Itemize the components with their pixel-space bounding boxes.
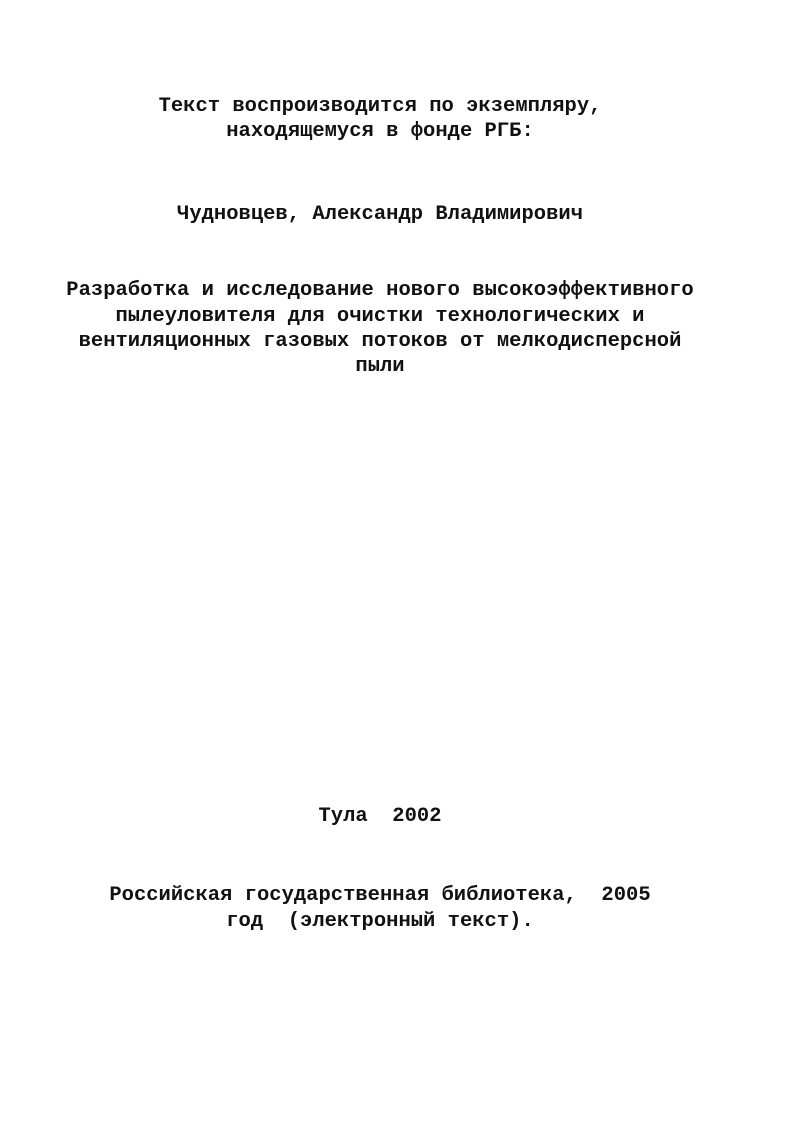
footer-line-2: год (электронный текст). bbox=[226, 910, 534, 933]
footer-line-1: Российская государственная библиотека, 2005 bbox=[109, 884, 651, 907]
author-name: Чудновцев, Александр Владимирович bbox=[177, 203, 583, 226]
notice-line-2: находящемуся в фонде РГБ: bbox=[226, 120, 534, 143]
title-line-4: пыли bbox=[355, 355, 405, 378]
notice-line-1: Текст воспроизводится по экземпляру, bbox=[158, 95, 602, 118]
title-line-2: пылеуловителя для очистки технологических и bbox=[115, 305, 645, 328]
title-line-1: Разработка и исследование нового высокоэффективного bbox=[66, 279, 694, 302]
place-year: Тула 2002 bbox=[318, 805, 442, 828]
title-line-3: вентиляционных газовых потоков от мелкодисперсной bbox=[78, 330, 682, 353]
